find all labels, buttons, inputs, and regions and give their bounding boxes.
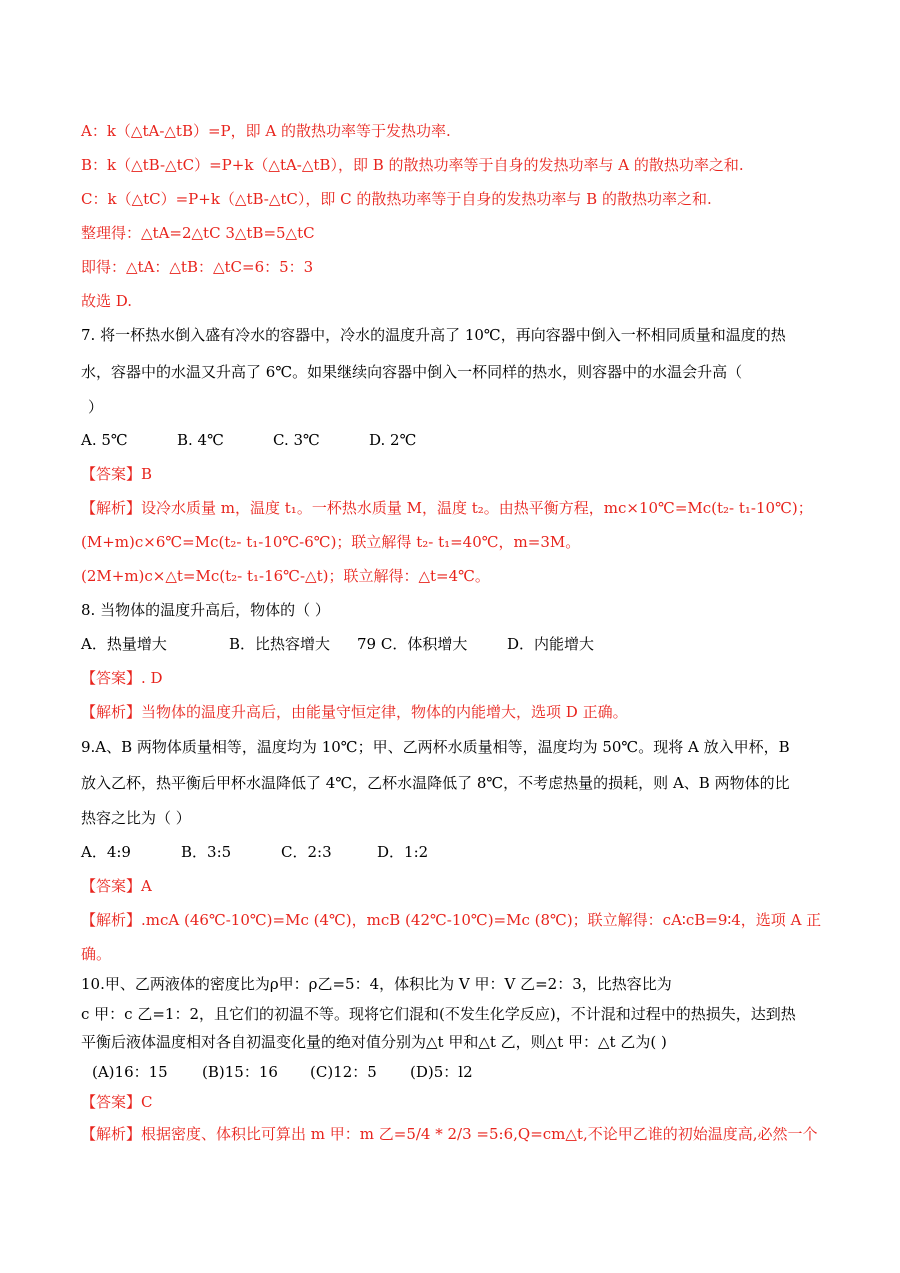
answer-tag: 【答案】 [81,1093,142,1111]
question-9-line3: 热容之比为（ ） [81,809,191,827]
answer-value: . D [141,669,163,687]
option-a: A．4:9 [81,843,131,861]
answer-tag: 【答案】 [81,877,142,895]
explanation-text: 根据密度、体积比可算出 m 甲：m 乙=5/4 * 2/3 =5:6,Q=cm△t,不论甲乙谁的初始温度高,必然一个 [141,1125,818,1143]
option-c: C．2:3 [281,843,332,861]
option-c: 79 C．体积增大 [357,635,468,653]
answer-value: C [141,1093,153,1111]
answer-tag: 【答案】 [81,465,142,483]
explanation-10 [81,1124,818,1144]
explanation-7-line3: (2M+m)c×△t=Mc(t₂- t₁-16℃-△t)；联立解得：△t=4℃。 [81,567,490,585]
option-d: (D)5：l2 [410,1063,473,1081]
option-d: D．1:2 [377,843,429,861]
question-9-line2: 放入乙杯，热平衡后甲杯水温降低了 4℃，乙杯水温降低了 8℃，不考虑热量的损耗，则 A、B 两物体的比 [81,774,790,792]
answer-value: B [141,465,153,483]
question-10-line3: 平衡后液体温度相对各自初温变化量的绝对值分别为△t 甲和△t 乙，则△t 甲：△t 乙为( ) [81,1033,667,1051]
question-9-line1: 9.A、B 两物体质量相等，温度均为 10℃；甲、乙两杯水质量相等，温度均为 50℃。现将 A 放入甲杯，B [81,738,790,756]
question-8-options [81,634,594,654]
solution-line-a: A：k（△tA-△tB）=P，即 A 的散热功率等于发热功率. [81,122,451,140]
option-b: (B)15：16 [202,1063,278,1081]
answer-9 [81,876,152,896]
explanation-tag: 【解析】 [81,1125,142,1143]
option-b: B. 4℃ [177,431,224,449]
option-c: C. 3℃ [273,431,320,449]
option-a: A．热量增大 [81,635,167,653]
question-10-line1: 10.甲、乙两液体的密度比为ρ甲：ρ乙=5：4，体积比为 V 甲：V 乙=2：3，比热容比为 [81,975,672,993]
answer-10 [81,1092,153,1112]
explanation-7-line1 [81,498,813,518]
question-10-line2: c 甲：c 乙=1：2，且它们的初温不等。现将它们混和(不发生化学反应)，不计混和过程中的热损失，达到热 [81,1005,796,1023]
solution-ratio: 即得：△tA：△tB：△tC=6：5：3 [81,258,314,276]
option-a: (A)16：15 [92,1063,168,1081]
question-7-line3: ） [88,398,104,416]
question-7-line1: 7. 将一杯热水倒入盛有冷水的容器中，冷水的温度升高了 10℃，再向容器中倒入一杯相同质量和温度的热 [81,326,786,344]
option-a: A. 5℃ [81,431,128,449]
answer-7 [81,464,152,484]
solution-choice: 故选 D. [81,292,133,310]
explanation-text: 设冷水质量 m，温度 t₁。一杯热水质量 M，温度 t₂。由热平衡方程，mc×10℃=Mc(t₂- t₁-10℃)； [141,499,813,517]
explanation-9-line1 [81,910,821,930]
explanation-text: 当物体的温度升高后，由能量守恒定律，物体的内能增大，选项 D 正确。 [141,703,628,721]
question-8: 8. 当物体的温度升高后，物体的（ ） [81,601,330,619]
explanation-8 [81,702,628,722]
option-d: D. 2℃ [369,431,417,449]
explanation-tag: 【解析】 [81,703,142,721]
answer-tag: 【答案】 [81,669,142,687]
explanation-tag: 【解析】 [81,499,142,517]
question-7-line2: 水，容器中的水温又升高了 6℃。如果继续向容器中倒入一杯同样的热水，则容器中的水温会升高（ [81,363,743,381]
answer-8 [81,668,163,688]
option-c: (C)12：5 [310,1063,377,1081]
solution-line-c: C：k（△tC）=P+k（△tB-△tC），即 C 的散热功率等于自身的发热功率与 B 的散热功率之和. [81,190,712,208]
solution-simplify: 整理得：△tA=2△tC 3△tB=5△tC [81,224,315,242]
explanation-tag: 【解析】 [81,911,142,929]
explanation-7-line2: (M+m)c×6℃=Mc(t₂- t₁-10℃-6℃)；联立解得 t₂- t₁=40℃，m=3M。 [81,533,581,551]
answer-value: A [141,877,152,895]
option-d: D．内能增大 [507,635,595,653]
question-9-options [81,842,428,862]
question-10-options [92,1062,473,1082]
explanation-9-line2: 确。 [81,945,112,963]
question-7-options [81,430,416,450]
solution-line-b: B：k（△tB-△tC）=P+k（△tA-△tB），即 B 的散热功率等于自身的发热功率与 A 的散热功率之和. [81,156,744,174]
option-b: B．比热容增大 [229,635,331,653]
option-b: B．3:5 [181,843,232,861]
explanation-text: .mcA (46℃-10℃)=Mc (4℃)，mcB (42℃-10℃)=Mc (8℃)；联立解得：cA∶cB=9∶4，选项 A 正 [141,911,822,929]
